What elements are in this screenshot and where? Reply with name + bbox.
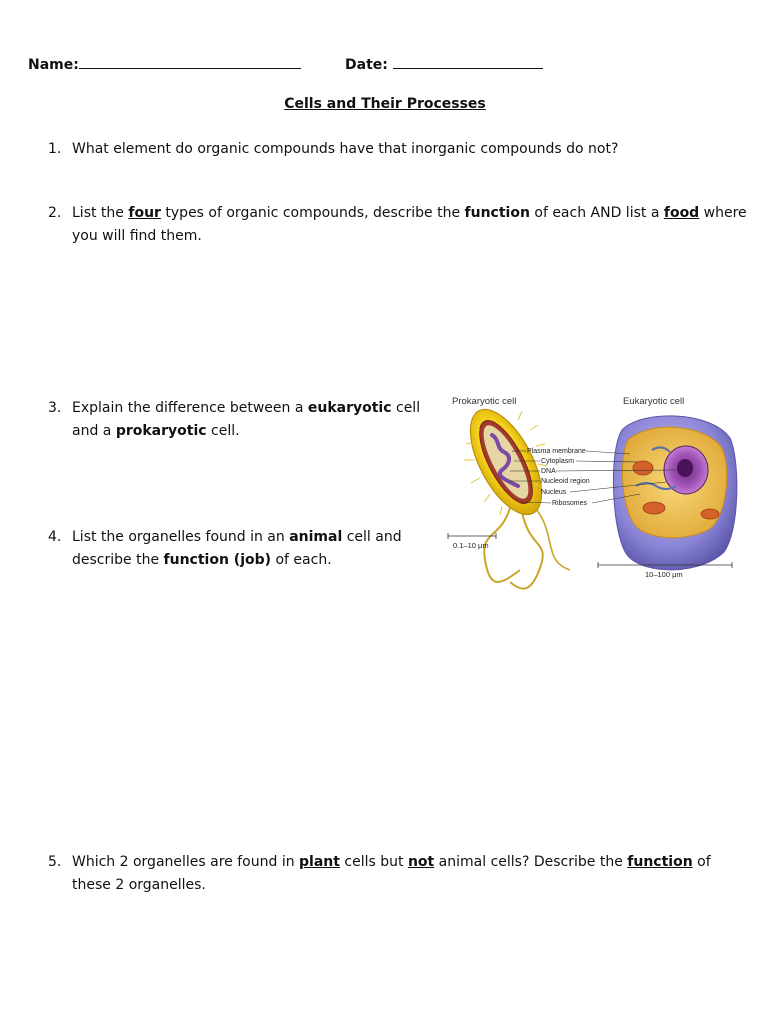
emphasis-function-job: function (job): [163, 552, 272, 568]
text-run: these 2 organelles.: [72, 877, 206, 893]
question-text: [72, 851, 762, 897]
question-text: [72, 202, 762, 248]
label-ribosomes: Ribosomes: [552, 500, 588, 507]
name-blank-line[interactable]: [79, 54, 301, 69]
emphasis-eukaryotic: eukaryotic: [307, 400, 392, 416]
name-field: [28, 54, 301, 73]
question-number: 4.: [48, 529, 62, 545]
question-number: 5.: [48, 854, 62, 870]
prokaryote-scale-bar: [448, 533, 496, 550]
text-run: Explain the difference between a: [72, 400, 308, 416]
question-text: What element do organic compounds have that inorganic compounds do not?: [72, 141, 619, 157]
date-field: [345, 54, 543, 73]
text-run: where: [699, 205, 747, 221]
text-run: Which 2 organelles are found in: [72, 854, 300, 870]
emphasis-food: food: [663, 205, 700, 221]
question-number: 2.: [48, 205, 62, 221]
text-run: and a: [72, 423, 116, 439]
text-run: List the: [72, 205, 129, 221]
text-run: of each.: [271, 552, 332, 568]
date-blank-line[interactable]: [393, 54, 543, 69]
eukaryote-cell: [613, 416, 736, 570]
cell-diagram-svg: [440, 390, 740, 590]
label-nucleus: Nucleus: [541, 489, 567, 496]
question-text: [72, 397, 432, 443]
eukaryote-title: Eukaryotic cell: [623, 396, 685, 407]
date-label: Date:: [345, 57, 388, 73]
label-cytoplasm: Cytoplasm: [541, 458, 575, 465]
flagellum-2: [510, 512, 543, 589]
emphasis-function: function: [464, 205, 530, 221]
text-run: you will find them.: [72, 228, 202, 244]
prokaryote-scale-label: 0.1–10 μm: [453, 541, 489, 550]
question-4: [48, 526, 428, 576]
flagellum-1: [484, 508, 520, 582]
question-number: 1.: [48, 141, 62, 157]
emphasis-prokaryotic: prokaryotic: [115, 423, 207, 439]
prokaryote-title: Prokaryotic cell: [452, 396, 517, 407]
emphasis-plant: plant: [299, 854, 340, 870]
text-run: cell: [391, 400, 421, 416]
text-run: cell.: [206, 423, 240, 439]
text-run: describe the: [72, 552, 164, 568]
text-run: types of organic compounds, describe the: [160, 205, 465, 221]
emphasis-four: four: [128, 205, 161, 221]
question-3: [48, 397, 428, 447]
question-text: [72, 526, 432, 572]
question-number: 3.: [48, 400, 62, 416]
emphasis-animal: animal: [289, 529, 343, 545]
question-5: [48, 851, 758, 901]
eukaryote-scale-label: 10–100 μm: [645, 570, 683, 579]
emphasis-function: function: [627, 854, 693, 870]
text-run: animal cells? Describe the: [434, 854, 628, 870]
page-title: Cells and Their Processes: [284, 96, 486, 112]
label-plasma-membrane: Plasma membrane: [527, 448, 586, 455]
question-2: [48, 202, 758, 252]
text-run: List the organelles found in an: [72, 529, 290, 545]
emphasis-not: not: [407, 854, 435, 870]
text-run: cell and: [342, 529, 402, 545]
text-run: of: [692, 854, 711, 870]
text-run: of each AND list a: [529, 205, 664, 221]
text-run: cells but: [339, 854, 408, 870]
label-dna: DNA: [541, 468, 556, 475]
label-nucleoid-region: Nucleoid region: [541, 478, 590, 485]
cell-diagram: [440, 390, 740, 590]
name-label: Name:: [28, 57, 79, 73]
